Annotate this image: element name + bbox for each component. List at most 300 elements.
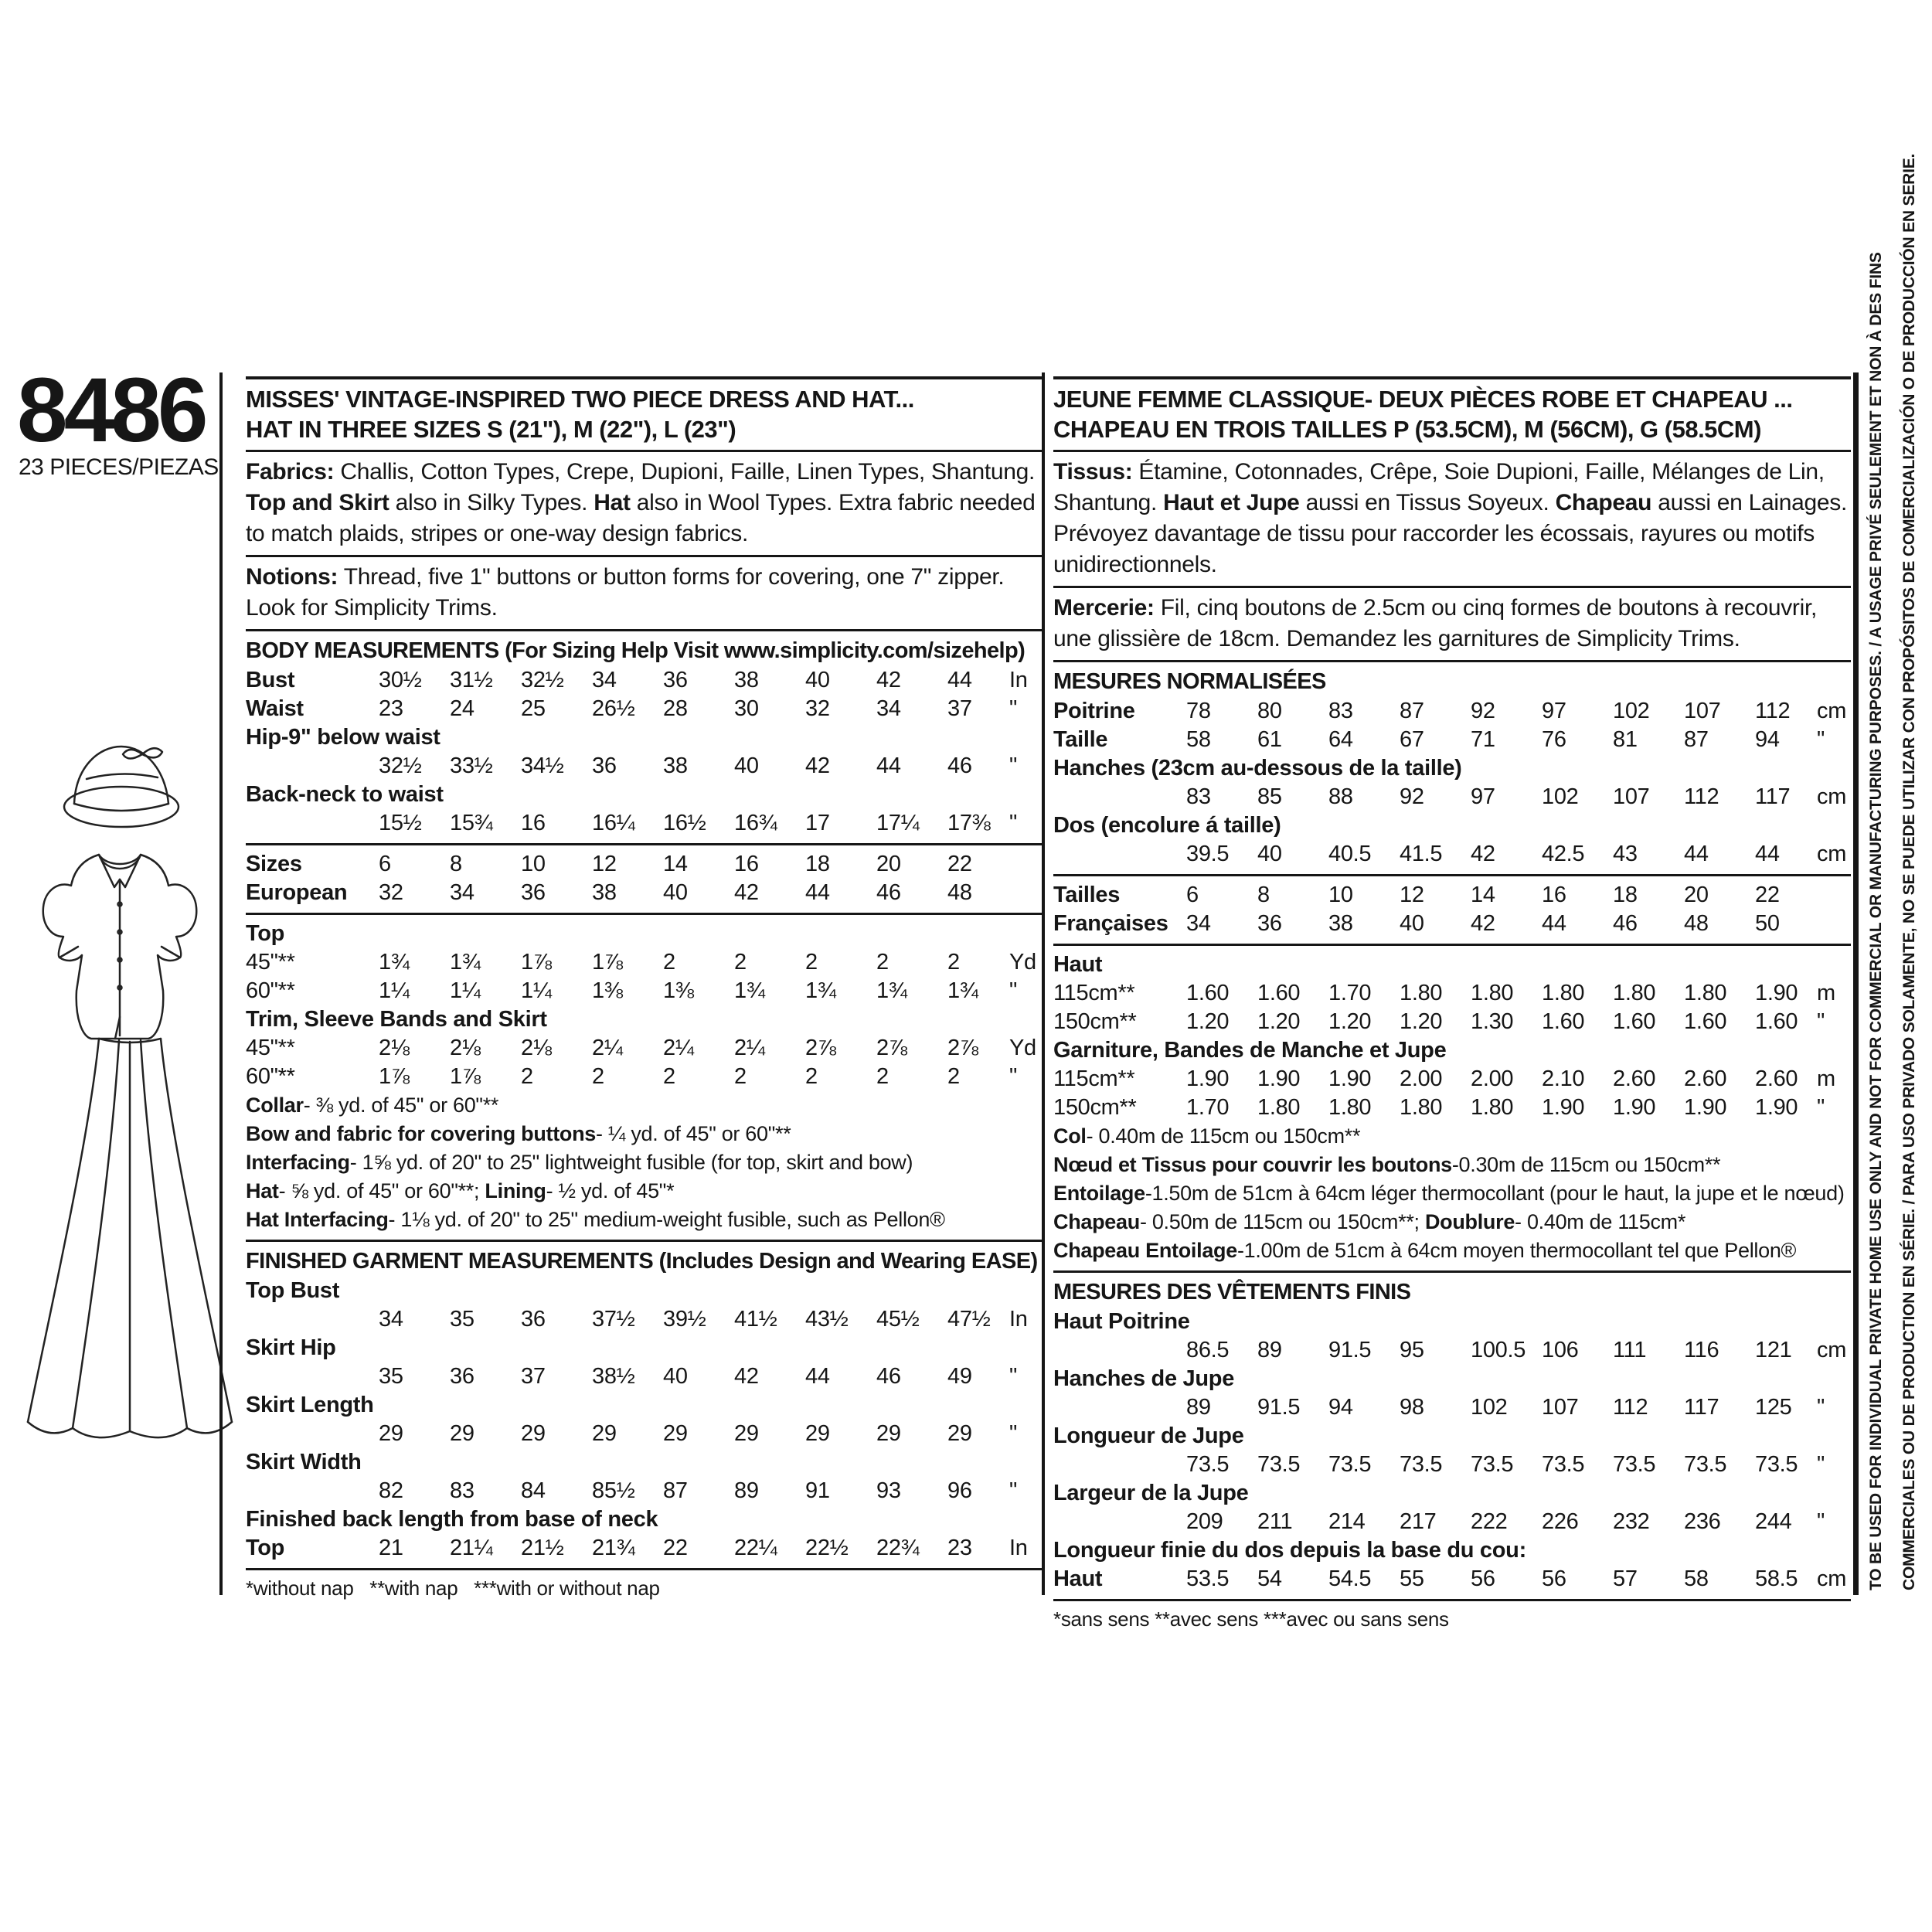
divider	[1053, 874, 1851, 876]
row-value: 22	[1755, 883, 1780, 907]
row-value: 32	[805, 696, 830, 721]
row-value: 44	[805, 1364, 830, 1389]
row-label: Haut	[1053, 952, 1103, 977]
row-value: 14	[663, 852, 688, 876]
row-value: 1.90	[1755, 981, 1798, 1005]
row-value: 2	[734, 1064, 747, 1089]
row-value: 6	[379, 852, 391, 876]
collar-spec	[246, 1091, 1043, 1120]
row-value: 112	[1613, 1395, 1648, 1420]
bold-segment: Tissus:	[1053, 459, 1133, 485]
row-value: 29	[734, 1421, 759, 1446]
row-value: 56	[1542, 1566, 1566, 1591]
row-value: 40	[663, 1364, 688, 1389]
row-value: 96	[947, 1478, 972, 1503]
row-value: 111	[1613, 1338, 1647, 1362]
row-value: 44	[876, 753, 901, 778]
row-value: 1.70	[1328, 981, 1372, 1005]
row-value: 16	[1542, 883, 1566, 907]
bold-segment: Chapeau	[1555, 490, 1652, 515]
row-label: Hip-9" below waist	[246, 725, 440, 750]
table-row	[1053, 1479, 1851, 1508]
entoilage-spec	[1053, 1179, 1851, 1208]
row-value: 42	[734, 880, 759, 905]
chapeau-spec	[1053, 1208, 1851, 1236]
bow-spec	[246, 1120, 1043, 1148]
row-value: 73.5	[1257, 1452, 1301, 1477]
bold-segment: Lining	[485, 1179, 546, 1202]
row-value: 21¾	[592, 1536, 635, 1560]
divider	[1053, 1599, 1851, 1601]
table-row	[246, 1334, 1043, 1362]
title-french	[1053, 384, 1851, 444]
row-value: 1.60	[1684, 1009, 1727, 1034]
row-value: 1.90	[1613, 1095, 1656, 1120]
bold-segment: Chapeau Entoilage	[1053, 1239, 1237, 1262]
row-value: 73.5	[1755, 1452, 1798, 1477]
row-value: 1.80	[1542, 981, 1585, 1005]
bold-segment: Hat Interfacing	[246, 1208, 389, 1231]
row-value: 17	[805, 811, 830, 835]
row-value: 116	[1684, 1338, 1719, 1362]
bold-segment: Chapeau	[1053, 1210, 1140, 1233]
table-row	[246, 1420, 1043, 1448]
pieces-count: 23 PIECES/PIEZAS	[19, 454, 219, 480]
row-value: 1.90	[1186, 1066, 1230, 1091]
row-value: 87	[663, 1478, 688, 1503]
text-segment: -1.00m de 51cm à 64cm moyen thermocollant tel que Pellon®	[1236, 1239, 1797, 1262]
row-label: 115cm**	[1053, 1066, 1135, 1091]
row-value: 1¾	[876, 978, 907, 1003]
row-value: 102	[1613, 699, 1650, 723]
row-value: 85½	[592, 1478, 635, 1503]
row-value: 38	[663, 753, 688, 778]
row-value: 46	[1613, 911, 1638, 936]
row-value: 1.80	[1471, 981, 1514, 1005]
row-value: 37	[947, 696, 972, 721]
row-value: 2⅛	[379, 1036, 410, 1060]
row-value: 49	[947, 1364, 972, 1389]
row-unit: cm	[1817, 699, 1847, 723]
row-value: 35	[379, 1364, 403, 1389]
row-value: 48	[1684, 911, 1709, 936]
row-value: 44	[1684, 842, 1709, 866]
row-value: 97	[1471, 784, 1495, 809]
row-value: 41.5	[1400, 842, 1443, 866]
row-value: 43½	[805, 1307, 849, 1332]
row-value: 91.5	[1257, 1395, 1301, 1420]
row-value: 17¼	[876, 811, 920, 835]
row-value: 73.5	[1613, 1452, 1656, 1477]
row-value: 1.80	[1257, 1095, 1301, 1120]
divider	[246, 376, 1043, 379]
table-row	[246, 1305, 1043, 1334]
table-row	[246, 666, 1043, 695]
divider	[1053, 1270, 1851, 1273]
row-value: 1¾	[805, 978, 836, 1003]
row-value: 1.30	[1471, 1009, 1514, 1034]
row-value: 2.60	[1684, 1066, 1727, 1091]
row-label: Top Bust	[246, 1278, 340, 1303]
row-value: 222	[1471, 1509, 1508, 1534]
row-label: Françaises	[1053, 911, 1168, 936]
row-value: 244	[1755, 1509, 1792, 1534]
row-value: 40	[734, 753, 759, 778]
row-value: 2	[805, 950, 818, 975]
table-row	[1053, 1008, 1851, 1036]
row-unit: "	[1009, 696, 1017, 721]
row-value: 83	[1328, 699, 1353, 723]
row-unit: "	[1009, 753, 1017, 778]
row-label: Poitrine	[1053, 699, 1135, 723]
row-unit: "	[1817, 1452, 1825, 1477]
row-value: 1.90	[1328, 1066, 1372, 1091]
table-row	[246, 1448, 1043, 1477]
row-unit: "	[1009, 978, 1017, 1003]
row-value: 73.5	[1400, 1452, 1443, 1477]
row-value: 2	[663, 950, 675, 975]
french-panel	[1053, 371, 1851, 1632]
row-value: 50	[1755, 911, 1780, 936]
row-value: 1.80	[1328, 1095, 1372, 1120]
row-value: 2	[592, 1064, 604, 1089]
row-value: 97	[1542, 699, 1566, 723]
table-row	[246, 695, 1043, 723]
row-value: 2⅞	[876, 1036, 907, 1060]
row-value: 42	[734, 1364, 759, 1389]
row-value: 214	[1328, 1509, 1366, 1534]
row-value: 29	[521, 1421, 546, 1446]
table-row	[246, 1277, 1043, 1305]
row-value: 107	[1542, 1395, 1579, 1420]
row-value: 1.90	[1257, 1066, 1301, 1091]
row-value: 1.90	[1684, 1095, 1727, 1120]
divider	[246, 629, 1043, 631]
row-value: 43	[1613, 842, 1638, 866]
row-value: 1¼	[521, 978, 552, 1003]
row-value: 54	[1257, 1566, 1282, 1591]
row-value: 24	[450, 696, 474, 721]
row-value: 30½	[379, 668, 422, 692]
row-value: 1¾	[734, 978, 765, 1003]
text-segment: Challis, Cotton Types, Crepe, Dupioni, Faille, Linen Types, Shantung.	[334, 459, 1036, 485]
bold-segment: Collar	[246, 1094, 304, 1117]
tissus-text	[1053, 457, 1851, 580]
row-value: 20	[1684, 883, 1709, 907]
text-segment: - ⅝ yd. of 45" or 60"**;	[278, 1179, 485, 1202]
row-value: 2.00	[1471, 1066, 1514, 1091]
table-row	[246, 1505, 1043, 1534]
row-value: 40	[805, 668, 830, 692]
divider	[1053, 450, 1851, 452]
table-row	[246, 723, 1043, 752]
row-value: 1⅞	[379, 1064, 410, 1089]
row-value: 121	[1755, 1338, 1792, 1362]
hat-spec	[246, 1177, 1043, 1206]
row-value: 36	[521, 1307, 546, 1332]
row-value: 34	[379, 1307, 403, 1332]
row-value: 87	[1400, 699, 1424, 723]
divider	[246, 913, 1043, 915]
row-value: 20	[876, 852, 901, 876]
table-row	[1053, 1036, 1851, 1065]
divider	[246, 843, 1043, 845]
divider	[246, 555, 1043, 557]
table-row	[246, 879, 1043, 907]
body-measurements-header: BODY MEASUREMENTS (For Sizing Help Visit www.simplicity.com/sizehelp)	[246, 638, 1026, 663]
text-segment: Fil, cinq boutons de 2.5cm ou cinq formes de boutons à recouvrir, une glissière de 18cm. Demandez les garnitures de Simplicity Trims.	[1053, 595, 1818, 651]
row-value: 84	[521, 1478, 546, 1503]
bold-segment: Hat	[246, 1179, 279, 1202]
row-value: 36	[450, 1364, 474, 1389]
vetements-finis-header: MESURES DES VÊTEMENTS FINIS	[1053, 1280, 1411, 1304]
row-value: 82	[379, 1478, 403, 1503]
row-value: 42	[1471, 842, 1495, 866]
row-value: 45½	[876, 1307, 920, 1332]
row-value: 2.60	[1613, 1066, 1656, 1091]
sens-footnote: *sans sens **avec sens ***avec ou sans sens	[1053, 1607, 1449, 1631]
chapeau-entoilage-spec	[1053, 1236, 1851, 1265]
row-label: Taille	[1053, 727, 1108, 752]
bold-segment: Entoilage	[1053, 1182, 1145, 1205]
row-value: 73.5	[1186, 1452, 1230, 1477]
row-value: 29	[947, 1421, 972, 1446]
row-value: 37½	[592, 1307, 635, 1332]
bold-segment: Nœud et Tissus pour couvrir les boutons	[1053, 1153, 1452, 1176]
row-value: 2⅞	[947, 1036, 978, 1060]
row-value: 89	[1186, 1395, 1211, 1420]
notions-text	[246, 562, 1043, 624]
row-value: 73.5	[1684, 1452, 1727, 1477]
row-unit: cm	[1817, 784, 1847, 809]
bold-segment: Top and Skirt	[246, 490, 389, 515]
row-value: 46	[876, 880, 901, 905]
row-unit: Yd	[1009, 1036, 1036, 1060]
metrage-table	[1053, 951, 1851, 1122]
row-value: 1.60	[1257, 981, 1301, 1005]
bold-segment: Mercerie:	[1053, 595, 1155, 621]
row-value: 1¼	[450, 978, 481, 1003]
table-row	[1053, 1565, 1851, 1594]
row-value: 117	[1755, 784, 1791, 809]
row-value: 36	[663, 668, 688, 692]
text-segment: also in Silky Types.	[389, 490, 594, 515]
mesures-header: MESURES NORMALISÉES	[1053, 669, 1326, 694]
tailles-table	[1053, 881, 1851, 938]
row-value: 236	[1684, 1509, 1721, 1534]
row-label: Top	[246, 921, 285, 946]
row-value: 12	[592, 852, 617, 876]
row-value: 33½	[450, 753, 493, 778]
table-row	[1053, 1393, 1851, 1422]
row-unit: In	[1009, 1307, 1028, 1332]
table-row	[1053, 783, 1851, 811]
row-label: Dos (encolure á taille)	[1053, 813, 1281, 838]
fabrics-text	[246, 457, 1043, 549]
row-value: 85	[1257, 784, 1282, 809]
row-value: 1.80	[1400, 1095, 1443, 1120]
text-segment: - ¼ yd. of 45" or 60"**	[596, 1122, 791, 1145]
row-value: 91.5	[1328, 1338, 1372, 1362]
row-label: 45"**	[246, 950, 295, 975]
mercerie-text	[1053, 593, 1851, 655]
legal-text-line1: TO BE USED FOR INDIVIDUAL PRIVATE HOME USE ONLY AND NOT FOR COMMERCIAL OR MANUFACTURING PURPOSES. / A USAGE PRIVÉ SEULEMENT ET NON À DES FINS	[1867, 252, 1885, 1590]
row-value: 93	[876, 1478, 901, 1503]
row-value: 1¾	[947, 978, 978, 1003]
table-row	[1053, 910, 1851, 938]
row-value: 32½	[379, 753, 422, 778]
row-label: Skirt Length	[246, 1393, 374, 1417]
row-value: 36	[592, 753, 617, 778]
row-value: 112	[1755, 699, 1791, 723]
row-value: 2⅛	[450, 1036, 481, 1060]
hat-illustration	[56, 733, 187, 835]
bold-segment: Interfacing	[246, 1151, 350, 1174]
row-value: 57	[1613, 1566, 1638, 1591]
text-segment: also in Wool Types. Extra fabric needed to match plaids, stripes or one-way design fabrics.	[246, 490, 1036, 546]
row-value: 107	[1684, 699, 1721, 723]
row-value: 73.5	[1328, 1452, 1372, 1477]
row-value: 2	[947, 950, 960, 975]
legal-text-line2: COMMERCIALES OU DE PRODUCTION EN SÉRIE. / PARA USO PRIVADO SOLAMENTE, NO SE PUEDE UTILIZAR CON PROPÓSITOS DE COMERCIALIZACIÓN O DE PRODUCCIÓN EN SERIE.	[1900, 153, 1918, 1590]
text-segment: Thread, five 1" buttons or button forms for covering, one 7" zipper. Look for Simplicity Trims.	[246, 564, 1005, 621]
row-value: 1⅜	[663, 978, 694, 1003]
row-value: 8	[450, 852, 462, 876]
row-unit: cm	[1817, 1566, 1847, 1591]
row-value: 2⅛	[521, 1036, 552, 1060]
row-value: 44	[1542, 911, 1566, 936]
table-row	[1053, 1422, 1851, 1451]
row-value: 15½	[379, 811, 422, 835]
table-row	[246, 1034, 1043, 1063]
row-value: 38½	[592, 1364, 635, 1389]
row-value: 34	[450, 880, 474, 905]
row-label: Longueur de Jupe	[1053, 1423, 1244, 1448]
row-value: 61	[1257, 727, 1282, 752]
row-value: 102	[1542, 784, 1579, 809]
row-value: 1.80	[1684, 981, 1727, 1005]
row-value: 2.00	[1400, 1066, 1443, 1091]
row-value: 2	[663, 1064, 675, 1089]
yardage-table	[246, 920, 1043, 1091]
row-value: 56	[1471, 1566, 1495, 1591]
row-label: Haut	[1053, 1566, 1103, 1591]
panel-divider-left	[219, 372, 223, 1595]
row-value: 1¾	[379, 950, 410, 975]
row-unit: "	[1009, 1421, 1017, 1446]
row-value: 42	[805, 753, 830, 778]
row-value: 78	[1186, 699, 1211, 723]
row-value: 88	[1328, 784, 1353, 809]
row-value: 98	[1400, 1395, 1424, 1420]
row-value: 46	[876, 1364, 901, 1389]
table-row	[246, 781, 1043, 809]
row-value: 1.20	[1400, 1009, 1443, 1034]
row-value: 29	[592, 1421, 617, 1446]
table-row	[1053, 1336, 1851, 1365]
row-value: 94	[1755, 727, 1780, 752]
text-segment: - 0.40m de 115cm ou 150cm**	[1086, 1124, 1361, 1148]
row-value: 28	[663, 696, 688, 721]
table-row	[1053, 1094, 1851, 1122]
row-value: 232	[1613, 1509, 1650, 1534]
row-label: Skirt Width	[246, 1450, 362, 1475]
row-value: 107	[1613, 784, 1650, 809]
table-row	[246, 1063, 1043, 1091]
row-unit: cm	[1817, 1338, 1847, 1362]
row-label: Tailles	[1053, 883, 1121, 907]
row-value: 42.5	[1542, 842, 1585, 866]
row-value: 80	[1257, 699, 1282, 723]
row-value: 16¼	[592, 811, 635, 835]
row-value: 34½	[521, 753, 564, 778]
row-label: Waist	[246, 696, 304, 721]
row-label: Skirt Hip	[246, 1335, 336, 1360]
row-label: 60"**	[246, 1064, 295, 1089]
row-unit: Yd	[1009, 950, 1036, 975]
row-value: 1.80	[1613, 981, 1656, 1005]
row-value: 44	[805, 880, 830, 905]
row-value: 92	[1471, 699, 1495, 723]
bold-segment: Haut et Jupe	[1163, 490, 1300, 515]
row-unit: "	[1817, 1095, 1825, 1120]
table-row	[1053, 1365, 1851, 1393]
divider	[246, 1240, 1043, 1242]
row-value: 2	[876, 950, 889, 975]
row-value: 22	[947, 852, 972, 876]
row-value: 2	[521, 1064, 533, 1089]
row-label: 115cm**	[1053, 981, 1135, 1005]
table-row	[246, 948, 1043, 977]
row-value: 1.60	[1613, 1009, 1656, 1034]
interfacing-spec	[246, 1148, 1043, 1177]
row-value: 40	[1400, 911, 1424, 936]
row-label: Back-neck to waist	[246, 782, 444, 807]
row-value: 22¼	[734, 1536, 777, 1560]
row-value: 36	[1257, 911, 1282, 936]
row-value: 89	[734, 1478, 759, 1503]
row-value: 21	[379, 1536, 403, 1560]
row-value: 8	[1257, 883, 1270, 907]
row-value: 89	[1257, 1338, 1282, 1362]
divider	[1053, 944, 1851, 946]
row-label: Top	[246, 1536, 285, 1560]
row-value: 94	[1328, 1395, 1353, 1420]
row-unit: "	[1009, 1478, 1017, 1503]
row-value: 34	[1186, 911, 1211, 936]
row-value: 21¼	[450, 1536, 493, 1560]
text-segment: - 0.40m de 115cm*	[1515, 1210, 1686, 1233]
row-value: 58	[1186, 727, 1211, 752]
row-unit: In	[1009, 668, 1028, 692]
row-value: 91	[805, 1478, 830, 1503]
row-value: 1.60	[1542, 1009, 1585, 1034]
row-value: 92	[1400, 784, 1424, 809]
row-label: 150cm**	[1053, 1095, 1137, 1120]
row-label: Hanches de Jupe	[1053, 1366, 1235, 1391]
bold-segment: Doublure	[1424, 1210, 1515, 1233]
table-row	[1053, 697, 1851, 726]
top-illustration	[34, 833, 206, 1054]
row-value: 16	[734, 852, 759, 876]
row-value: 81	[1613, 727, 1638, 752]
row-value: 40	[1257, 842, 1282, 866]
table-row	[1053, 840, 1851, 869]
row-value: 14	[1471, 883, 1495, 907]
row-value: 10	[521, 852, 546, 876]
row-value: 39½	[663, 1307, 706, 1332]
row-value: 217	[1400, 1509, 1437, 1534]
